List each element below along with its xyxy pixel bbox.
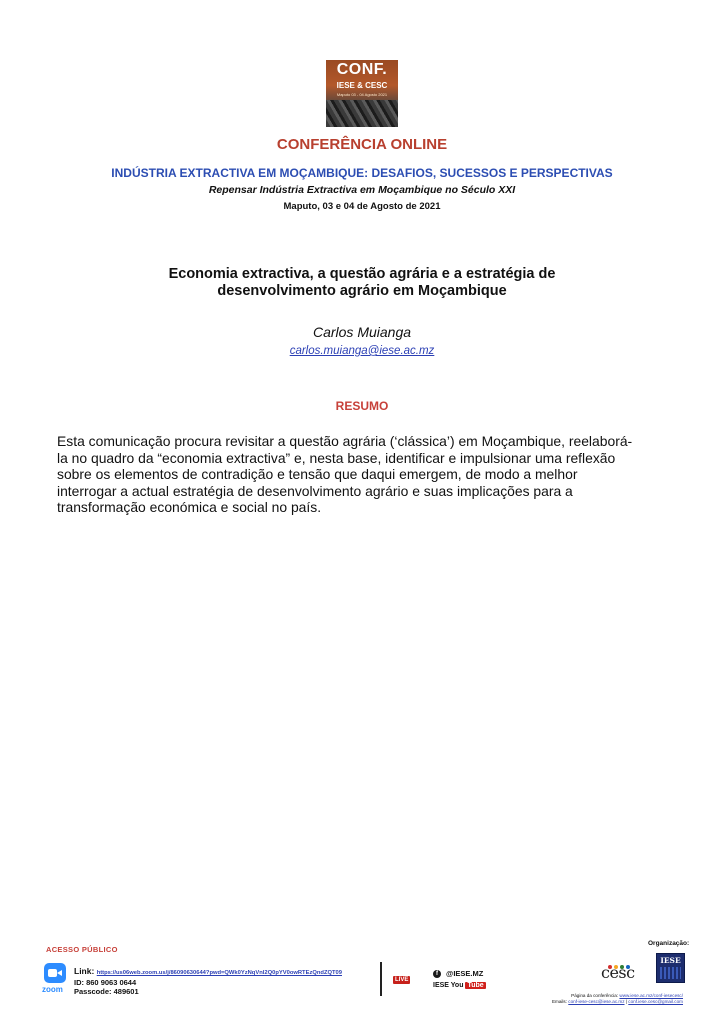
youtube-prefix: IESE You bbox=[433, 982, 464, 989]
conference-date: Maputo, 03 e 04 de Agosto de 2021 bbox=[283, 201, 441, 212]
abstract-line: interrogar a actual estratégia de desenvolvimento agrário e suas implicações para a bbox=[57, 482, 573, 499]
passcode-label: Passcode: bbox=[74, 987, 112, 996]
link-label: Link: bbox=[74, 966, 95, 976]
iese-logo bbox=[656, 953, 685, 983]
youtube-link[interactable] bbox=[433, 982, 486, 989]
paper-title-line1: Economia extractiva, a questão agrária e a estratégia de bbox=[168, 266, 556, 282]
youtube-tube-badge: Tube bbox=[467, 982, 484, 989]
zoom-icon bbox=[44, 963, 66, 983]
email-separator: | bbox=[625, 999, 627, 1004]
organizer-label: Organização: bbox=[648, 940, 690, 947]
conference-subtitle: Repensar Indústria Extractiva em Moçambique no Século XXI bbox=[208, 184, 516, 196]
abstract-line: Esta comunicação procura revisitar a questão agrária (‘clássica’) em Moçambique, reelaborá- bbox=[57, 433, 633, 449]
conference-title: CONFERÊNCIA ONLINE bbox=[276, 136, 448, 153]
conference-theme: INDÚSTRIA EXTRACTIVA EM MOÇAMBIQUE: DESAFIOS, SUCESSOS E PERSPECTIVAS bbox=[111, 166, 613, 180]
zoom-id-row bbox=[74, 978, 136, 987]
logo-subtitle: IESE & CESC bbox=[336, 81, 388, 90]
id-value: 860 9063 0644 bbox=[86, 978, 137, 987]
zoom-link[interactable]: https://us06web.zoom.us/j/86090630644?pwd=QWk0YzNqVnl2Q0pYV0owRTEzQndZQT09 bbox=[96, 970, 342, 976]
author-name: Carlos Muianga bbox=[312, 324, 412, 340]
conference-logo bbox=[326, 60, 398, 127]
live-badge: LIVE bbox=[395, 977, 409, 983]
logo-photo bbox=[326, 100, 398, 127]
zoom-link-row bbox=[74, 966, 342, 976]
emails-label: Emails: bbox=[551, 999, 567, 1004]
id-label: ID: bbox=[74, 978, 84, 987]
zoom-label: zoom bbox=[42, 985, 63, 994]
abstract-line: la no quadro da “economia extractiva” e, nesta base, identificar e impulsionar uma reflexão bbox=[57, 449, 616, 466]
cesc-logo bbox=[600, 954, 644, 982]
footer-divider bbox=[380, 962, 382, 996]
camera-shape bbox=[48, 969, 57, 977]
public-access-label: ACESSO PÚBLICO bbox=[46, 945, 118, 954]
paper-title bbox=[0, 266, 724, 300]
zoom-passcode-row bbox=[74, 987, 139, 996]
conference-page-row bbox=[571, 993, 683, 998]
email-link-2[interactable]: conf.iese.cesc@gmail.com bbox=[628, 999, 683, 1004]
iese-logo-text: IESE bbox=[660, 956, 681, 965]
logo-title: CONF. bbox=[336, 61, 388, 78]
facebook-handle[interactable]: @IESE.MZ bbox=[446, 969, 484, 978]
logo-small-text: Maputo 03 - 04 Agosto 2021 bbox=[336, 92, 388, 97]
passcode-value: 489601 bbox=[113, 987, 139, 996]
conference-page-link[interactable]: www.iese.ac.mz/conf-iesecesc/ bbox=[619, 993, 683, 998]
abstract-line: sobre os elementos de contradição e tensão que daqui emergem, de modo a melhor bbox=[57, 466, 578, 482]
facebook-icon: f bbox=[433, 970, 441, 978]
abstract-heading: RESUMO bbox=[335, 399, 389, 413]
iese-logo-pattern bbox=[660, 967, 681, 979]
page-label: Página da conferência: bbox=[571, 993, 619, 998]
abstract-body bbox=[57, 433, 669, 516]
email-link-1[interactable]: conf-iese-cesc@iese.ac.mz bbox=[568, 999, 625, 1004]
camera-lens-shape bbox=[57, 970, 62, 976]
cesc-logo-text: cesc bbox=[601, 963, 635, 982]
paper-title-line2: desenvolvimento agrário em Moçambique bbox=[217, 283, 507, 299]
author-email-link[interactable]: carlos.muianga@iese.ac.mz bbox=[289, 345, 435, 357]
abstract-line: transformação económica e social no país. bbox=[57, 499, 322, 515]
emails-row bbox=[552, 999, 683, 1004]
